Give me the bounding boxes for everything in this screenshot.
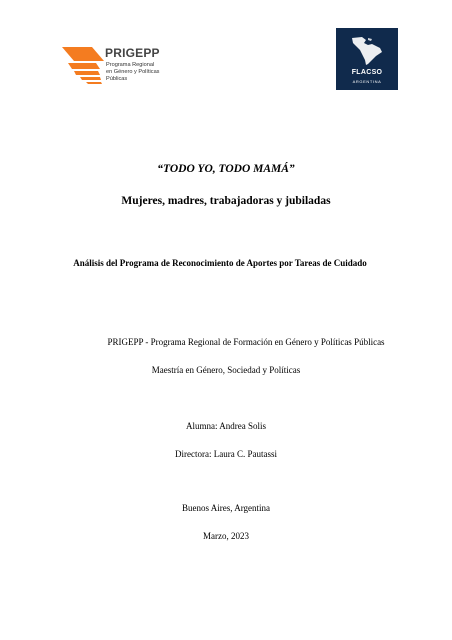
prigepp-stripes-mark-icon [62,47,104,87]
document-date: Marzo, 2023 [203,531,249,541]
program-name: PRIGEPP - Programa Regional de Formación en Género y Políticas Públicas [107,337,385,347]
student-name: Alumna: Andrea Solis [186,421,266,431]
document-title: “TODO YO, TODO MAMÁ” [157,163,295,175]
latin-america-map-icon [350,36,384,66]
director-name: Directora: Laura C. Pautassi [175,449,277,459]
maestria-name: Maestría en Género, Sociedad y Políticas [151,365,301,375]
prigepp-logo-tagline-3: Públicas [106,76,128,82]
prigepp-logo [62,46,182,90]
flacso-logo [336,28,398,90]
flacso-logo-name: FLACSO [351,69,383,76]
document-analysis-heading: Análisis del Programa de Reconocimiento de Aportes por Tareas de Cuidado [73,258,367,268]
document-subtitle: Mujeres, madres, trabajadoras y jubiladas [121,195,331,207]
flacso-logo-country: ARGENTINA [352,79,382,84]
prigepp-logo-tagline-2: en Género y Políticas [106,69,160,75]
prigepp-logo-tagline-1: Programa Regional [106,62,155,68]
location: Buenos Aires, Argentina [181,503,271,513]
prigepp-logo-name: PRIGEPP [105,46,160,60]
